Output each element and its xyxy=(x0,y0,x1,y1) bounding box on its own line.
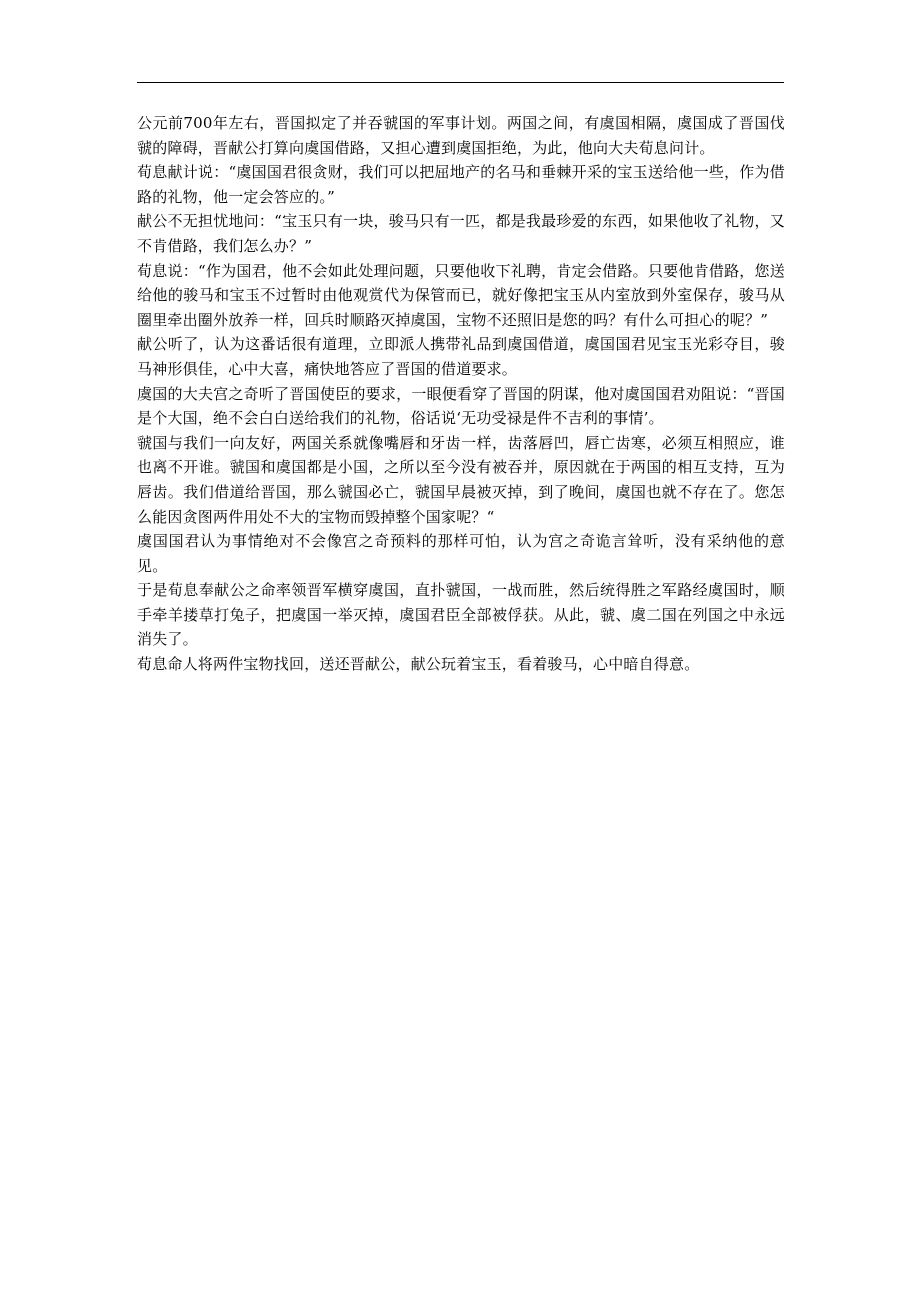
paragraph-10: 荀息命人将两件宝物找回，送还晋献公，献公玩着宝玉，看着骏马，心中暗自得意。 xyxy=(137,655,700,674)
paragraph-9: 于是荀息奉献公之命率领晋军横穿虞国，直扑虢国，一战而胜，然后统得胜之军路经虞国时，顺手牵羊搂草打兔子，把虞国一举灭掉，虞国君臣全部被俘获。从此，虢、虞二国在列国之中永远消失了。 xyxy=(137,581,785,649)
paragraph-6: 虞国的大夫宫之奇听了晋国使臣的要求，一眼便看穿了晋国的阴谋，他对虞国国君劝阻说：“晋国是个大国，绝不会白白送给我们的礼物，俗话说‘无功受禄是件不吉利的事情’。 xyxy=(137,384,785,428)
paragraph-1: 公元前700年左右，晋国拟定了并吞虢国的军事计划。两国之间，有虞国相隔，虞国成了晋国伐虢的障碍，晋献公打算向虞国借路，又担心遭到虞国拒绝，为此，他向大夫荀息问计。 xyxy=(137,114,785,157)
paragraph-2: 荀息献计说：“虞国国君很贪财，我们可以把屈地产的名马和垂棘开采的宝玉送给他一些，作为借路的礼物，他一定会答应的。” xyxy=(137,163,785,206)
paragraph-7: 虢国与我们一向友好，两国关系就像嘴唇和牙齿一样，齿落唇凹，唇亡齿寒，必须互相照应，谁也离不开谁。虢国和虞国都是小国，之所以至今没有被吞并，原因就在于两国的相互支持，互为唇齿。我们借道给晋国，那么虢国必亡，虢国早晨被灭掉，到了晚间，虞国也就不存在了。您怎么能因贪图两件用处不大的宝物而毁掉整个国家呢？“ xyxy=(137,433,785,526)
paragraph-4: 荀息说：“作为国君，他不会如此处理问题，只要他收下礼聘，肯定会借路。只要他肯借路，您送给他的骏马和宝玉不过暂时由他观赏代为保管而已，就好像把宝玉从内室放到外室保存，骏马从圈里牵出圈外放养一样，回兵时顺路灭掉虞国，宝物不还照旧是您的吗？有什么可担心的呢？” xyxy=(137,261,785,329)
document-body xyxy=(137,111,785,677)
paragraph-5: 献公听了，认为这番话很有道理，立即派人携带礼品到虞国借道，虞国国君见宝玉光彩夺目，骏马神形俱佳，心中大喜，痛快地答应了晋国的借道要求。 xyxy=(137,335,785,378)
paragraph-8: 虞国国君认为事情绝对不会像宫之奇预料的那样可怕，认为宫之奇诡言耸听，没有采纳他的意见。 xyxy=(137,532,785,575)
header-rule xyxy=(137,82,784,83)
paragraph-3: 献公不无担忧地问：“宝玉只有一块，骏马只有一匹，都是我最珍爱的东西，如果他收了礼物，又不肯借路，我们怎么办？” xyxy=(137,212,785,255)
